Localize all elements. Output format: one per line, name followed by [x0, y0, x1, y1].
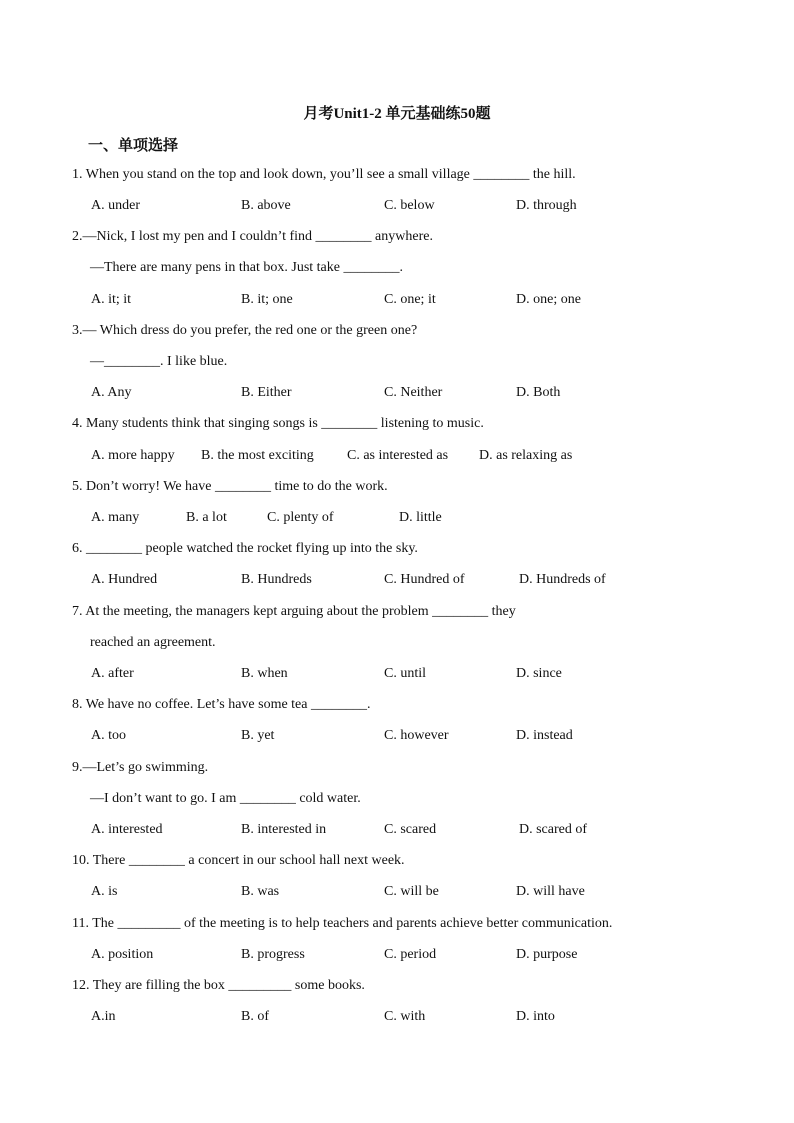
question-12-stem: 12. They are filling the box _________ some books.: [72, 978, 365, 993]
question-7-stem-line2: reached an agreement.: [90, 635, 216, 650]
question-4-option-a: A. more happy: [91, 448, 175, 463]
question-11-option-b: B. progress: [241, 947, 305, 962]
section-heading: 一、单项选择: [88, 138, 179, 154]
question-10-option-d: D. will have: [516, 884, 585, 899]
question-9-option-c: C. scared: [384, 822, 437, 837]
question-12-option-c: C. with: [384, 1009, 426, 1024]
question-5-option-c: C. plenty of: [267, 510, 334, 525]
question-9-option-a: A. interested: [91, 822, 163, 837]
question-11-option-a: A. position: [91, 947, 154, 962]
question-1-option-b: B. above: [241, 198, 291, 213]
page-title: 月考Unit1-2 单元基础练50题: [303, 106, 491, 122]
question-3-option-c: C. Neither: [384, 385, 443, 400]
question-2-option-d: D. one; one: [516, 292, 581, 307]
question-1-stem: 1. When you stand on the top and look down, you’ll see a small village ________ the hill.: [72, 167, 576, 182]
question-6-option-b: B. Hundreds: [241, 572, 312, 587]
question-7-option-d: D. since: [516, 666, 562, 681]
question-8-option-a: A. too: [91, 728, 126, 743]
question-4-option-b: B. the most exciting: [201, 448, 314, 463]
question-12-option-d: D. into: [516, 1009, 555, 1024]
question-8-stem: 8. We have no coffee. Let’s have some tea ________.: [72, 697, 371, 712]
question-7-stem: 7. At the meeting, the managers kept arguing about the problem ________ they: [72, 604, 516, 619]
question-10-option-c: C. will be: [384, 884, 439, 899]
question-3-option-a: A. Any: [91, 385, 132, 400]
question-6-option-a: A. Hundred: [91, 572, 158, 587]
question-1-option-a: A. under: [91, 198, 140, 213]
question-8-option-d: D. instead: [516, 728, 573, 743]
question-9-stem: 9.—Let’s go swimming.: [72, 760, 209, 775]
question-7-option-b: B. when: [241, 666, 288, 681]
question-8-option-b: B. yet: [241, 728, 275, 743]
question-5-stem: 5. Don’t worry! We have ________ time to do the work.: [72, 479, 388, 494]
question-4-stem: 4. Many students think that singing songs is ________ listening to music.: [72, 416, 484, 431]
question-2-option-c: C. one; it: [384, 292, 436, 307]
question-2-option-b: B. it; one: [241, 292, 293, 307]
question-6-option-c: C. Hundred of: [384, 572, 465, 587]
question-7-option-a: A. after: [91, 666, 134, 681]
question-9-option-d: D. scared of: [519, 822, 588, 837]
question-10-option-b: B. was: [241, 884, 280, 899]
question-5-option-d: D. little: [399, 510, 442, 525]
question-2-stem-line2: —There are many pens in that box. Just take ________.: [90, 260, 403, 275]
question-2-stem: 2.—Nick, I lost my pen and I couldn’t find ________ anywhere.: [72, 229, 433, 244]
question-8-option-c: C. however: [384, 728, 449, 743]
question-1-option-c: C. below: [384, 198, 435, 213]
question-12-option-a: A.in: [91, 1009, 116, 1024]
question-4-option-c: C. as interested as: [347, 448, 449, 463]
question-11-option-c: C. period: [384, 947, 437, 962]
question-5-option-a: A. many: [91, 510, 140, 525]
question-5-option-b: B. a lot: [186, 510, 227, 525]
question-9-stem-line2: —I don’t want to go. I am ________ cold water.: [90, 791, 361, 806]
question-11-option-d: D. purpose: [516, 947, 578, 962]
question-3-stem-line2: —________. I like blue.: [90, 354, 228, 369]
question-3-option-d: D. Both: [516, 385, 561, 400]
question-10-stem: 10. There ________ a concert in our school hall next week.: [72, 853, 405, 868]
question-3-stem: 3.— Which dress do you prefer, the red one or the green one?: [72, 323, 418, 338]
question-1-option-d: D. through: [516, 198, 577, 213]
question-6-stem: 6. ________ people watched the rocket flying up into the sky.: [72, 541, 418, 556]
question-4-option-d: D. as relaxing as: [479, 448, 573, 463]
question-6-option-d: D. Hundreds of: [519, 572, 606, 587]
question-3-option-b: B. Either: [241, 385, 292, 400]
question-12-option-b: B. of: [241, 1009, 269, 1024]
question-9-option-b: B. interested in: [241, 822, 327, 837]
question-2-option-a: A. it; it: [91, 292, 132, 307]
question-11-stem: 11. The _________ of the meeting is to help teachers and parents achieve better communication.: [72, 916, 613, 931]
question-7-option-c: C. until: [384, 666, 427, 681]
question-10-option-a: A. is: [91, 884, 118, 899]
